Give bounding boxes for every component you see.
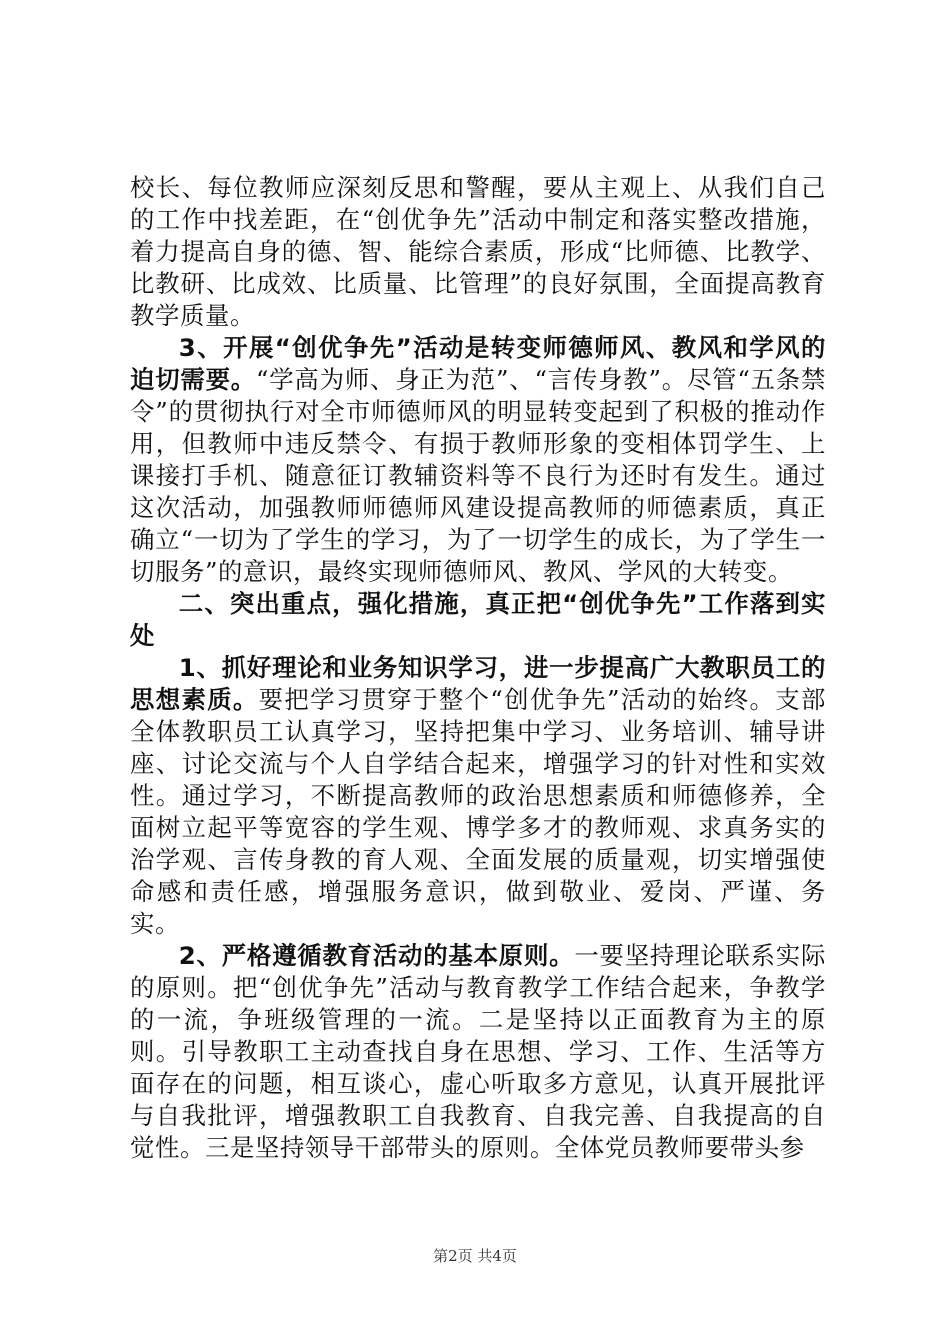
paragraph-1-body: 校长、每位教师应深刻反思和警醒，要从主观上、从我们自己的工作中找差距，在“创优争先”活动中制定和落实整改措施，着力提高自身的德、智、能综合素质，形成“比师德、比教学、比教研、比成效、比质量、比管理”的良好氛围，全面提高教育教学质量。 [130,173,826,330]
paragraph-4-body: 要把学习贯穿于整个“创优争先”活动的始终。支部全体教职员工认真学习，坚持把集中学习、业务培训、辅导讲座、讨论交流与个人自学结合起来，增强学习的针对性和实效性。通过学习，不断提高教师的政治思想素质和师德修养，全面树立起平等宽容的学生观、博学多才的教师观、求真务实的治学观、言传身教的育人观、全面发展的质量观，切实增强使命感和责任感，增强服务意识，做到敬业、爱岗、严谨、务实。 [130,685,826,938]
document-body [130,172,826,1164]
paragraph-1 [130,172,826,332]
section-heading-2-text: 二、突出重点，强化措施，真正把“创优争先”工作落到实处 [130,589,826,650]
paragraph-5-body: 一要坚持理论联系实际的原则。把“创优争先”活动与教育教学工作结合起来，争教学的一流，争班级管理的一流。二是坚持以正面教育为主的原则。引导教职工主动查找自身在思想、学习、工作、生活等方面存在的问题，相互谈心，虚心听取多方意见，认真开展批评与自我批评，增强教职工自我教育、自我完善、自我提高的自觉性。三是坚持领导干部带头的原则。全体党员教师要带头参 [130,941,826,1162]
paragraph-2-body: “学高为师、身正为范”、“言传身教”。尽管“五条禁令”的贯彻执行对全市师德师风的明显转变起到了积极的推动作用，但教师中违反禁令、有损于教师形象的变相体罚学生、上课接打手机、随意征订教辅资料等不良行为还时有发生。通过这次活动，加强教师师德师风建设提高教师的师德素质，真正确立“一切为了学生的学习，为了一切学生的成长，为了学生一切服务”的意识，最终实现师德师风、教风、学风的大转变。 [130,365,826,586]
paragraph-2 [130,332,826,588]
paragraph-5 [130,940,826,1164]
paragraph-5-heading: 2、严格遵循教育活动的基本原则。 [178,941,575,970]
paragraph-2-heading: 3、开展“创优争先”活动是转变师德师风、教风和学风的迫切需要。 [130,333,826,394]
page-footer: 第2页 共4页 [433,1247,517,1265]
paragraph-4-heading: 1、抓好理论和业务知识学习，进一步提高广大教职员工的思想素质。 [130,653,826,714]
paragraph-4 [130,652,826,940]
section-heading-2 [130,588,826,652]
